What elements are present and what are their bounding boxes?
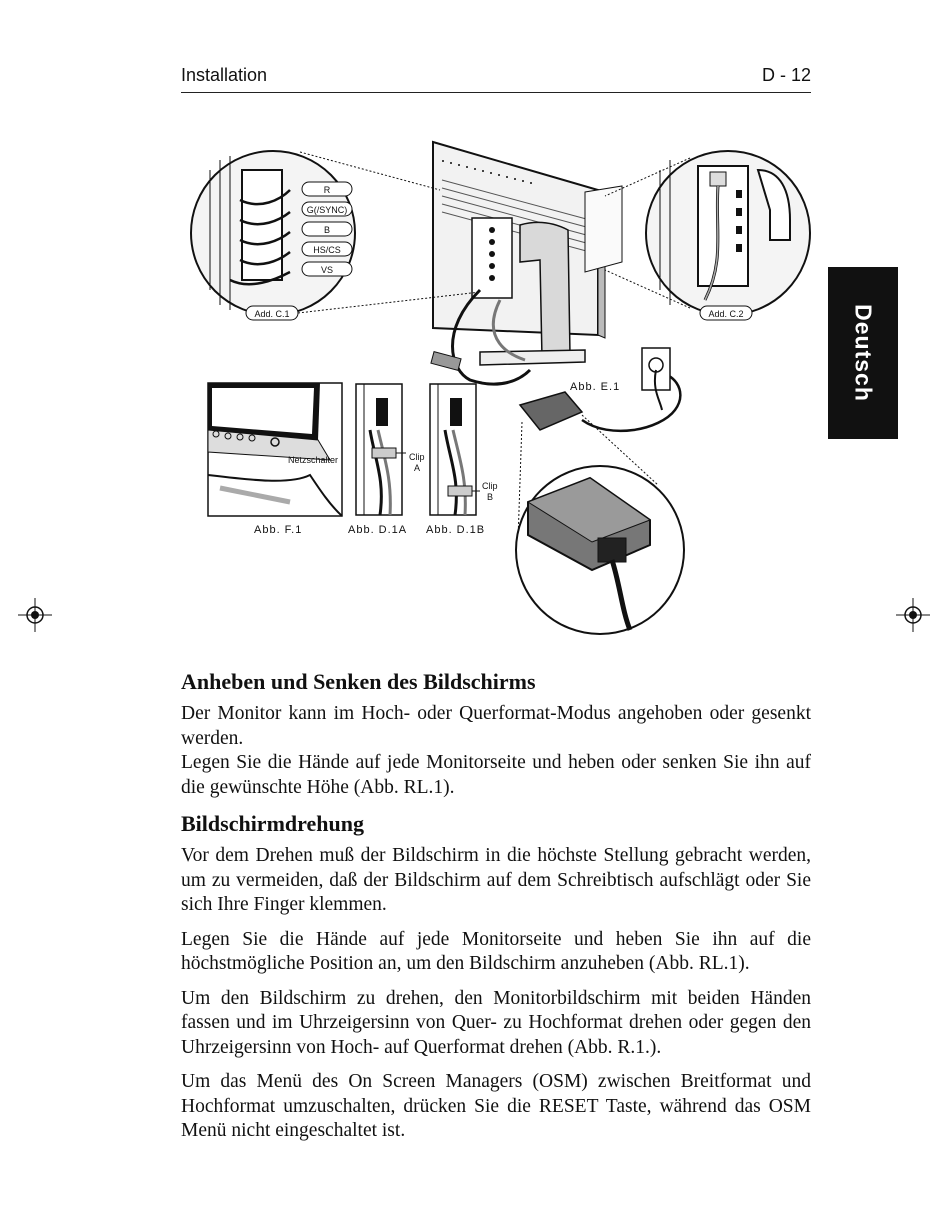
monitor-back-illustration: [433, 142, 622, 365]
zoom-circle-adapter: [516, 466, 684, 634]
paragraph: Der Monitor kann im Hoch- oder Querformat-Modus angehoben oder gesenkt werden.: [181, 703, 811, 749]
label-abb-e1: Abb. E.1: [570, 381, 621, 393]
connector-label-vs: VS: [320, 265, 334, 275]
label-clip-b: Clip: [482, 481, 498, 491]
label-netzschalter: Netzschalter: [288, 455, 339, 465]
connector-label-hs-cs: HS/CS: [313, 245, 341, 255]
label-clip-b-letter: B: [487, 492, 494, 502]
zoom-circle-right: [646, 151, 810, 320]
connector-label-r: R: [323, 185, 331, 195]
connector-label-g-sync: G(/SYNC): [306, 205, 348, 215]
section-heading-raise-lower: Anheben und Senken des Bildschirms: [181, 669, 536, 694]
paragraph: Um das Menü des On Screen Managers (OSM) zwischen Breitformat und Hochformat umzuschalten, drücken Sie die RESET Taste, während das OSM Menü nicht eingeschaltet ist.: [181, 1071, 811, 1141]
label-abb-d1a: Abb. D.1A: [348, 524, 408, 536]
text-content: [181, 668, 811, 1144]
panel-power-switch: [208, 383, 342, 516]
panel-clip-b: [430, 384, 480, 515]
label-clip-a: Clip: [409, 452, 425, 462]
label-abb-d1b: Abb. D.1B: [426, 524, 486, 536]
language-tab: [828, 267, 898, 439]
section-heading-rotation: Bildschirmdrehung: [181, 811, 364, 836]
paragraph: Vor dem Drehen muß der Bildschirm in die höchste Stellung gebracht werden, um zu vermeiden, daß der Bildschirm auf dem Schreibtisch aufschlägt oder Sie sich Ihre Finger klemmen.: [181, 845, 811, 915]
label-add-c1: Add. C.1: [254, 309, 290, 319]
registration-mark-left-icon: [18, 598, 52, 632]
paragraph: Legen Sie die Hände auf jede Monitorseite und heben Sie ihn auf die höchstmögliche Position an, um den Bildschirm anzuheben (Abb. RL.1).: [181, 928, 811, 974]
installation-illustration: [180, 130, 820, 650]
header-page-number: D - 12: [761, 65, 811, 85]
panel-clip-a: [356, 384, 406, 515]
installation-figure: [180, 130, 820, 650]
header-section-title: Installation: [181, 65, 268, 85]
label-add-c2: Add. C.2: [708, 309, 744, 319]
connector-label-b: B: [323, 225, 331, 235]
registration-mark-right-icon: [896, 598, 930, 632]
language-tab-label: Deutsch: [850, 304, 877, 402]
label-clip-a-letter: A: [414, 463, 421, 473]
paragraph: Um den Bildschirm zu drehen, den Monitorbildschirm mit beiden Händen fassen und im Uhrzeigersinn von Quer- zu Hochformat drehen oder gegen den Uhrzeigersinn von Hoch- auf Querformat drehen (Abb. R.1.).: [181, 987, 811, 1058]
zoom-circle-left: [191, 151, 355, 320]
paragraph: Legen Sie die Hände auf jede Monitorseite und heben oder senken Sie ihn auf die gewünschte Höhe (Abb. RL.1).: [181, 752, 811, 798]
page-header: [181, 62, 811, 93]
label-abb-f1: Abb. F.1: [254, 524, 303, 536]
